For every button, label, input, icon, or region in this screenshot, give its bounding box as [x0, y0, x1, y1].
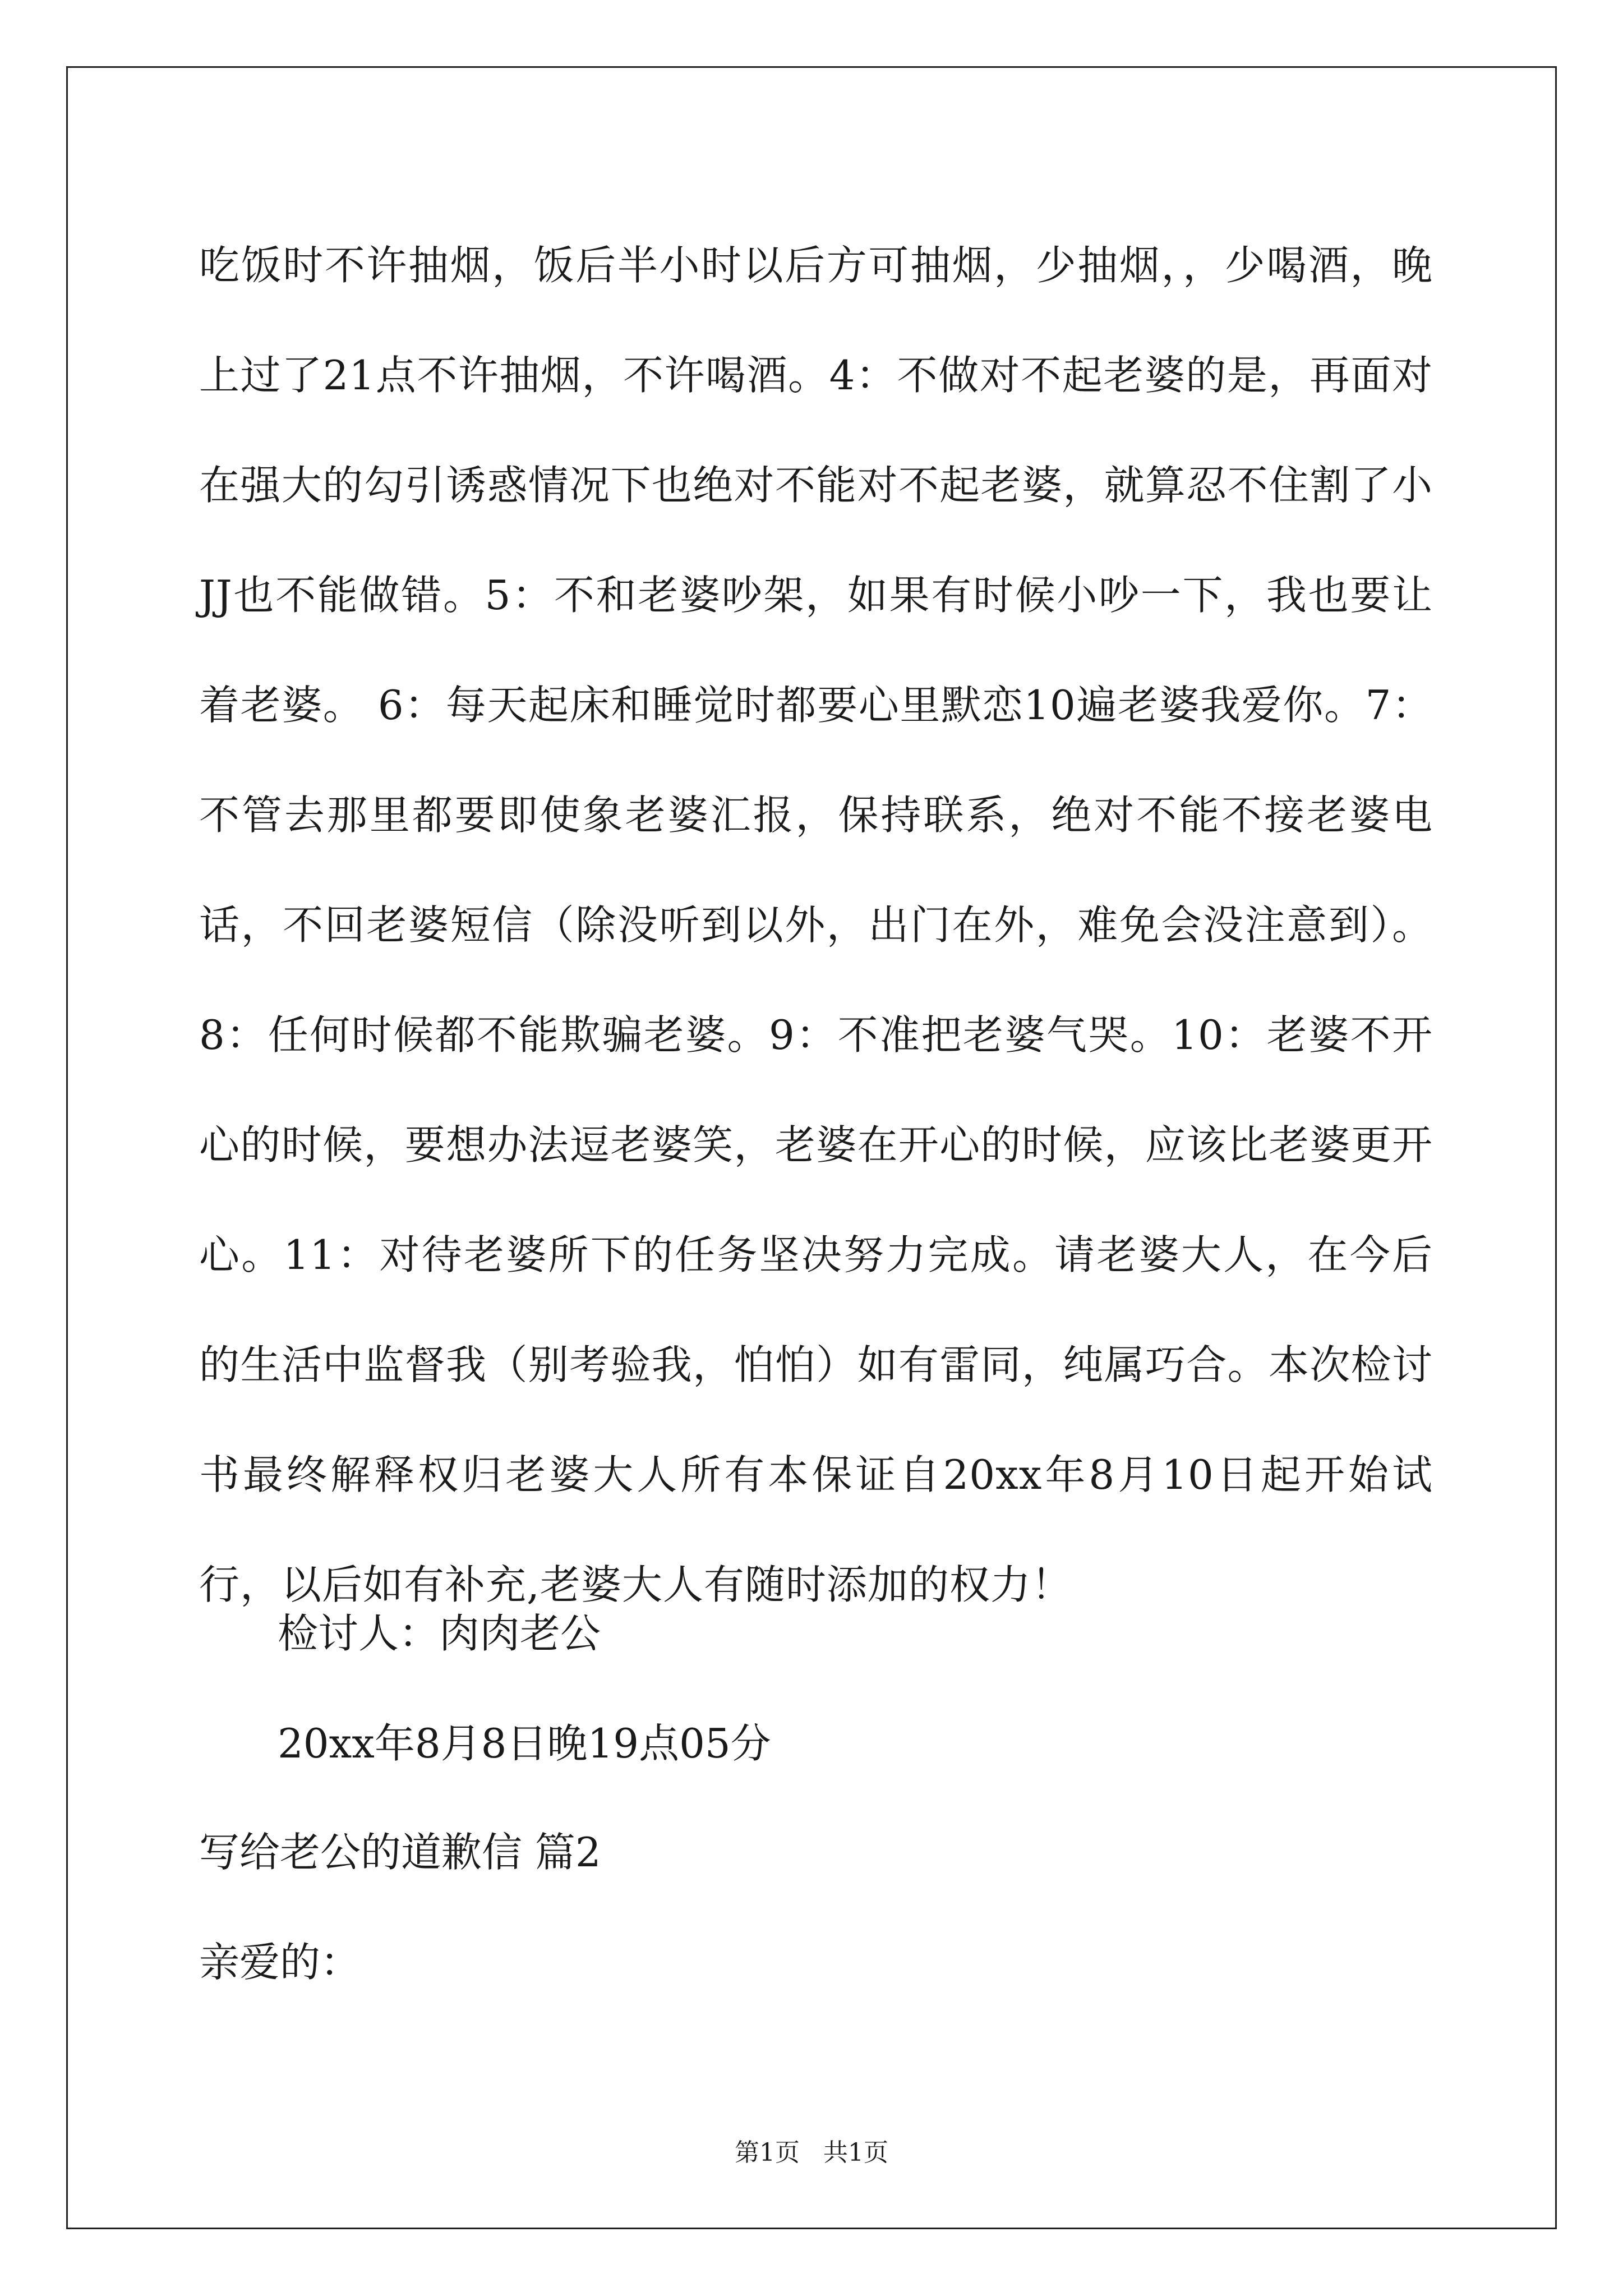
salutation: 亲爱的：	[199, 1939, 361, 1986]
signer-line: 检讨人：肉肉老公	[278, 1610, 601, 1657]
section-title: 写给老公的道歉信 篇2	[199, 1829, 601, 1876]
date-line: 20xx年8月8日晚19点05分	[278, 1720, 771, 1767]
letter-body-paragraph: 吃饭时不许抽烟，饭后半小时以后方可抽烟，少抽烟，，少喝酒，晚上过了21点不许抽烟，不许喝酒。4：不做对不起老婆的是，再面对在强大的勾引诱惑情况下也绝对不能对不起老婆，就算忍不住割了小JJ也不能做错。5：不和老婆吵架，如果有时候小吵一下，我也要让着老婆。 6：每天起床和睡觉时都要心里默恋10遍老婆我爱你。7：不管去那里都要即使象老婆汇报，保持联系，绝对不能不接老婆电话，不回老婆短信（除没听到以外，出门在外，难免会没注意到）。8：任何时候都不能欺骗老婆。9：不准把老婆气哭。10：老婆不开心的时候，要想办法逗老婆笑，老婆在开心的时候，应该比老婆更开心。11：对待老婆所下的任务坚决努力完成。请老婆大人，在今后的生活中监督我（别考验我，怕怕）如有雷同，纯属巧合。本次检讨书最终解释权归老婆大人所有本保证自20xx年8月10日起开始试行，以后如有补充,老婆大人有随时添加的权力！	[199, 242, 1433, 1608]
page-footer: 第1页 共1页	[735, 2138, 888, 2167]
